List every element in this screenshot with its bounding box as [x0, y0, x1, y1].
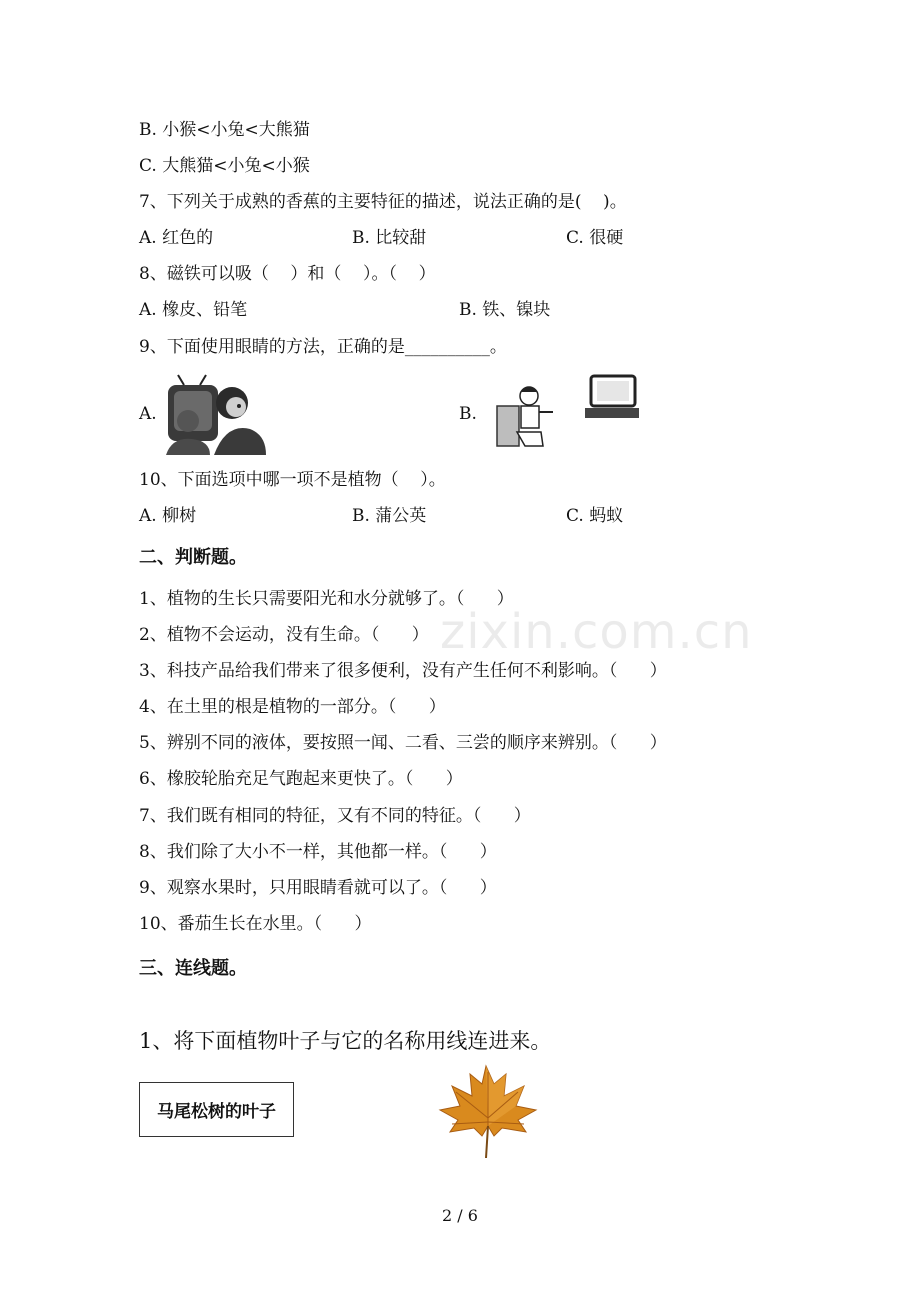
judge-item: 1、植物的生长只需要阳光和水分就够了。（ ）	[139, 589, 514, 609]
q7-option-a: A. 红色的	[139, 228, 214, 248]
watermark: zixin.com.cn	[440, 604, 753, 660]
child-watching-tv-image	[495, 382, 555, 448]
matching-question: 1、将下面植物叶子与它的名称用线连进来。	[139, 1029, 552, 1053]
judge-item: 7、我们既有相同的特征，又有不同的特征。（ ）	[139, 806, 531, 826]
judge-item: 4、在土里的根是植物的一部分。（ ）	[139, 697, 446, 717]
q9-option-b: B.	[459, 404, 477, 424]
children-near-tv-image	[166, 373, 270, 455]
q10-stem: 10、下面选项中哪一项不是植物（ ）。	[139, 470, 446, 490]
q9-option-a: A.	[139, 404, 157, 424]
q10-option-b: B. 蒲公英	[352, 506, 427, 526]
q8-stem: 8、磁铁可以吸（ ）和（ ）。（ ）	[139, 264, 436, 284]
q8-option-a: A. 橡皮、铅笔	[139, 300, 248, 320]
judge-item: 8、我们除了大小不一样，其他都一样。（ ）	[139, 842, 497, 862]
q9-stem: 9、下面使用眼睛的方法，正确的是__________。	[139, 337, 507, 357]
section2-title: 二、判断题。	[139, 547, 247, 568]
q10-option-c: C. 蚂蚁	[566, 506, 624, 526]
maple-leaf-image[interactable]	[436, 1062, 542, 1160]
judge-item: 9、观察水果时，只用眼睛看就可以了。（ ）	[139, 878, 497, 898]
judge-item: 6、橡胶轮胎充足气跑起来更快了。（ ）	[139, 769, 463, 789]
q10-option-a: A. 柳树	[139, 506, 197, 526]
q8-option-b: B. 铁、镍块	[459, 300, 551, 320]
page-number: 2 / 6	[442, 1206, 478, 1225]
q7-option-c: C. 很硬	[566, 228, 624, 248]
q7-option-b: B. 比较甜	[352, 228, 427, 248]
judge-item: 10、番茄生长在水里。（ ）	[139, 914, 372, 934]
judge-item: 2、植物不会运动，没有生命。（ ）	[139, 625, 429, 645]
section3-title: 三、连线题。	[139, 958, 247, 979]
q6-option-c: C. 大熊猫<小兔<小猴	[139, 156, 310, 176]
pine-leaf-label[interactable]: 马尾松树的叶子	[139, 1082, 294, 1137]
tv-monitor-image	[583, 374, 641, 422]
q7-stem: 7、下列关于成熟的香蕉的主要特征的描述，说法正确的是( )。	[139, 192, 627, 212]
judge-item: 3、科技产品给我们带来了很多便利，没有产生任何不利影响。（ ）	[139, 661, 667, 681]
judge-item: 5、辨别不同的液体，要按照一闻、二看、三尝的顺序来辨别。（ ）	[139, 733, 667, 753]
q6-option-b: B. 小猴<小兔<大熊猫	[139, 120, 310, 140]
